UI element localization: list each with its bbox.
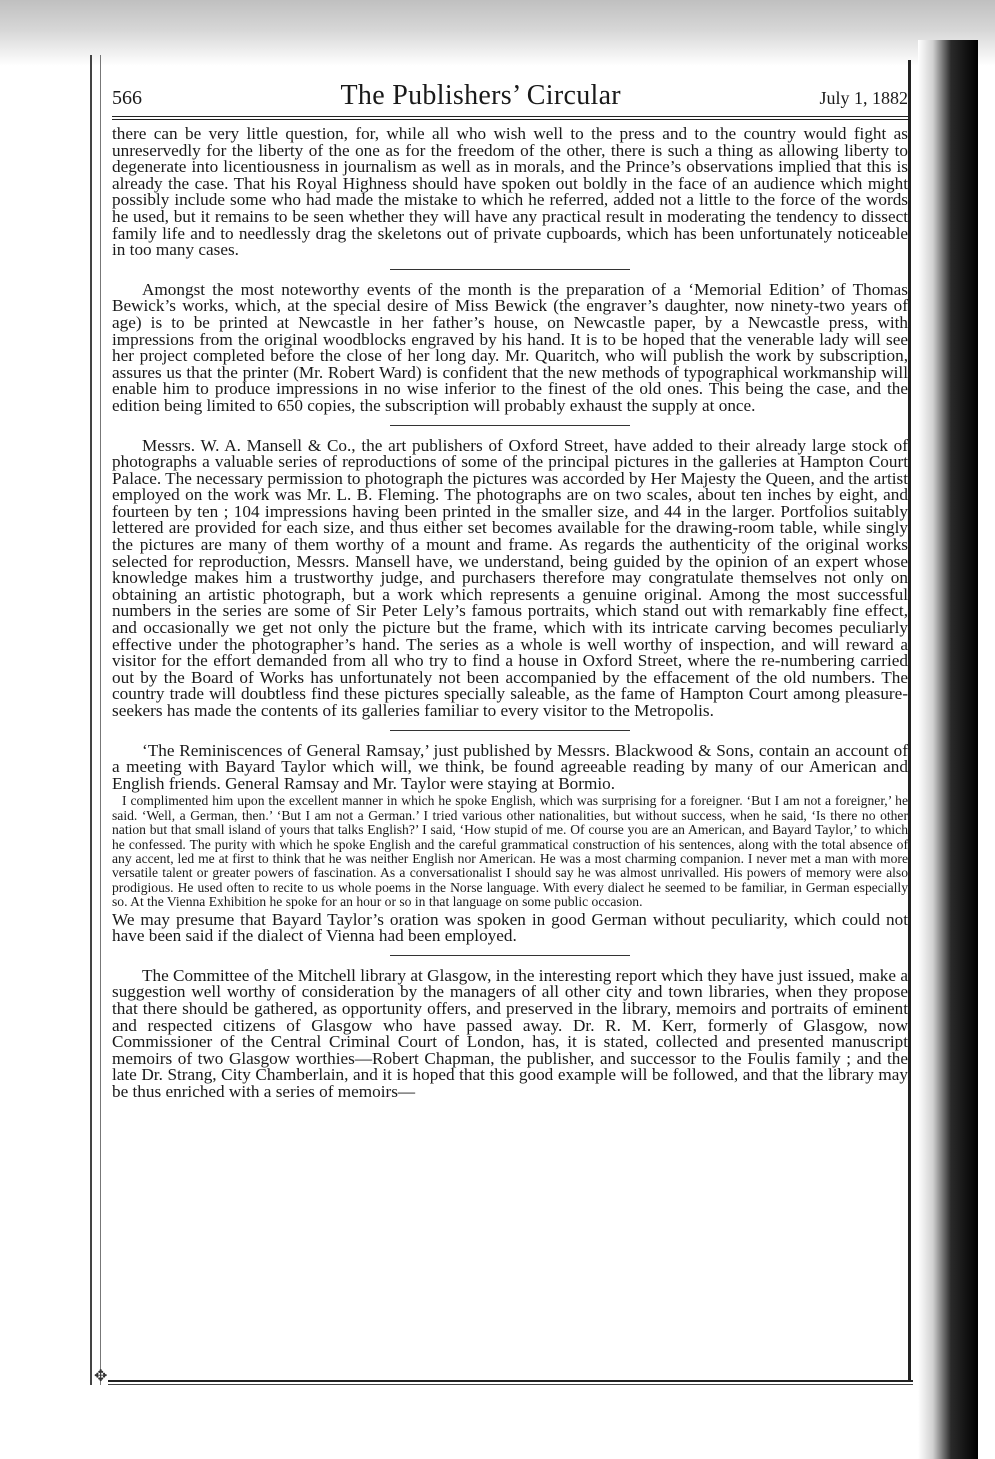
- paragraph-bewick-edition: Amongst the most noteworthy events of the month is the preparation of a ‘Memorial Edition’ of Thomas Bewick’s works, which, at the special desire of Miss Bewick (the engraver’s daughter, now ninety-two years of age) is to be printed at Newcastle in her father’s house, on Newcastle paper, by a Newcastle press, with impressions from the original woodblocks engraved by his hand. It is to be hoped that the venerable lady will see her project completed before the close of her long day. Mr. Quaritch, who will publish the work by subscription, assures us that the printer (Mr. Robert Ward) is confident that the new methods of typographical workmanship will enable him to produce impressions in no wise inferior to the finest of the old ones. This being the case, and the edition being limited to 650 copies, the subscription will probably exhaust the supply at once.: [112, 279, 908, 415]
- section-divider: [390, 269, 630, 270]
- section-divider: [390, 730, 630, 731]
- section-divider: [390, 425, 630, 426]
- scan-edge-shadow: [0, 0, 995, 66]
- page-number: 566: [112, 87, 142, 109]
- paragraph-ramsay-reminiscences: ‘The Reminiscences of General Ramsay,’ just published by Messrs. Blackwood & Sons, contain an account of a meeting with Bayard Taylor which will, we think, be found agreeable reading by many of our American and English friends. General Ramsay and Mr. Taylor were staying at Bormio.: [112, 740, 908, 793]
- paragraph-press-liberty: there can be very little question, for, while all who wish well to the press and to the country would fight as unreservedly for the liberty of the one as for the freedom of the other, there is such a thing as allowing liberty to degenerate into licentiousness in journalism as well as in morals, and the Prince’s observations implied that this is already the case. That his Royal Highness should have spoken out boldly in the face of an audience which might possibly include some who had made the mistake to which he referred, added not a little to the force of the words he used, but it remains to be seen whether they will have any practical result in moderating the tendency to dissect family life and to needlessly drag the skeletons out of private cupboards, which has been unfortunately noticeable in too many cases.: [112, 124, 908, 260]
- binding-shadow: [918, 40, 978, 1459]
- footer-rule: [108, 1380, 913, 1385]
- section-divider: [390, 955, 630, 956]
- printer-ornament-icon: ✥: [94, 1368, 108, 1385]
- header-rule: [112, 116, 908, 120]
- paragraph-after-quote: We may presume that Bayard Taylor’s oration was spoken in good German without peculiarity, which could not have been said if the dialect of Vienna had been employed.: [112, 909, 908, 946]
- right-margin-rule: [908, 60, 911, 1380]
- page-body: [112, 80, 908, 1101]
- issue-date: July 1, 1882: [819, 88, 908, 108]
- paragraph-mitchell-library: The Committee of the Mitchell library at Glasgow, in the interesting report which they have just issued, make a suggestion well worthy of consideration by the managers of all other city and town libraries, when they propose that there should be gathered, as opportunity offers, and preserved in the library, memoirs and portraits of eminent and respected citizens of Glasgow who have passed away. Dr. R. M. Kerr, formerly of Glasgow, now Commissioner of the Central Criminal Court of London, has, it is stated, collected and presented manuscript memoirs of two Glasgow worthies—Robert Chapman, the publisher, and successor to the Foulis family ; and the late Dr. Strang, City Chamberlain, and it is hoped that this good example will be followed, and that the library may be thus enriched with a series of memoirs—: [112, 965, 908, 1101]
- paragraph-mansell-photographs: Messrs. W. A. Mansell & Co., the art publishers of Oxford Street, have added to their already large stock of photographs a valuable series of reproductions of some of the principal pictures in the galleries at Hampton Court Palace. The necessary permission to photograph the pictures was accorded by Her Majesty the Queen, and the artist employed on the work was Mr. L. B. Fleming. The photographs are on two scales, about ten inches by eight, and fourteen by ten ; 104 impressions having been printed in the smaller size, and 44 in the larger. Portfolios suitably lettered are provided for each size, and thus either set becomes available for the drawing-room table, while singly the pictures are many of them worthy of a mount and frame. As regards the authenticity of the original works selected for reproduction, Messrs. Mansell have, we understand, being guided by the opinion of an expert whose knowledge makes him a trustworthy judge, and purchasers therefore may congratulate themselves not only on obtaining an artistic photograph, but a work which represents a genuine original. Among the most successful numbers in the series are some of Sir Peter Lely’s famous portraits, which stand out with remarkably fine effect, and occasionally we get not only the picture but the frame, which with its intricate carving becomes peculiarly effective under the photographer’s hand. The series as a whole is well worthy of inspection, and will reward a visitor for the effort demanded from all who try to find a house in Oxford Street, where the re-numbering carried out by the Board of Works has unfortunately not been accompanied by the effacement of the old numbers. The country trade will doubtless find these pictures specially saleable, as the fame of Hampton Court among pleasure-seekers has made the contents of its galleries familiar to every visitor to the Metropolis.: [112, 435, 908, 720]
- quotation-bayard-taylor: I complimented him upon the excellent manner in which he spoke English, which was surprising for a foreigner. ‘But I am not a foreigner,’ he said. ‘Well, a German, then.’ ‘But I am not a German.’ I tried various other nationalities, but without success, when he said, ‘Is there no other nation but that small island of yours that talks English?’ I said, ‘How stupid of me. Of course you are an American, and Bayard Taylor,’ to which he confessed. The purity with which he spoke English and the careful grammatical construction of his sentences, along with the total absence of any accent, led me at first to think that he was neither English nor American. He was a most charming companion. I never met a man with more versatile talent or greater powers of fascination. As a conversationalist I should say he was almost unrivalled. His powers of memory were also prodigious. He used often to recite to us whole poems in the Norse language. With every dialect he seemed to be familiar, in German especially so. At the Vienna Exhibition he spoke for an hour or so in that language on some public occasion.: [112, 793, 908, 910]
- left-margin-rule: [90, 55, 101, 1385]
- page-title: The Publishers’ Circular: [340, 80, 621, 111]
- page-header: [112, 80, 908, 114]
